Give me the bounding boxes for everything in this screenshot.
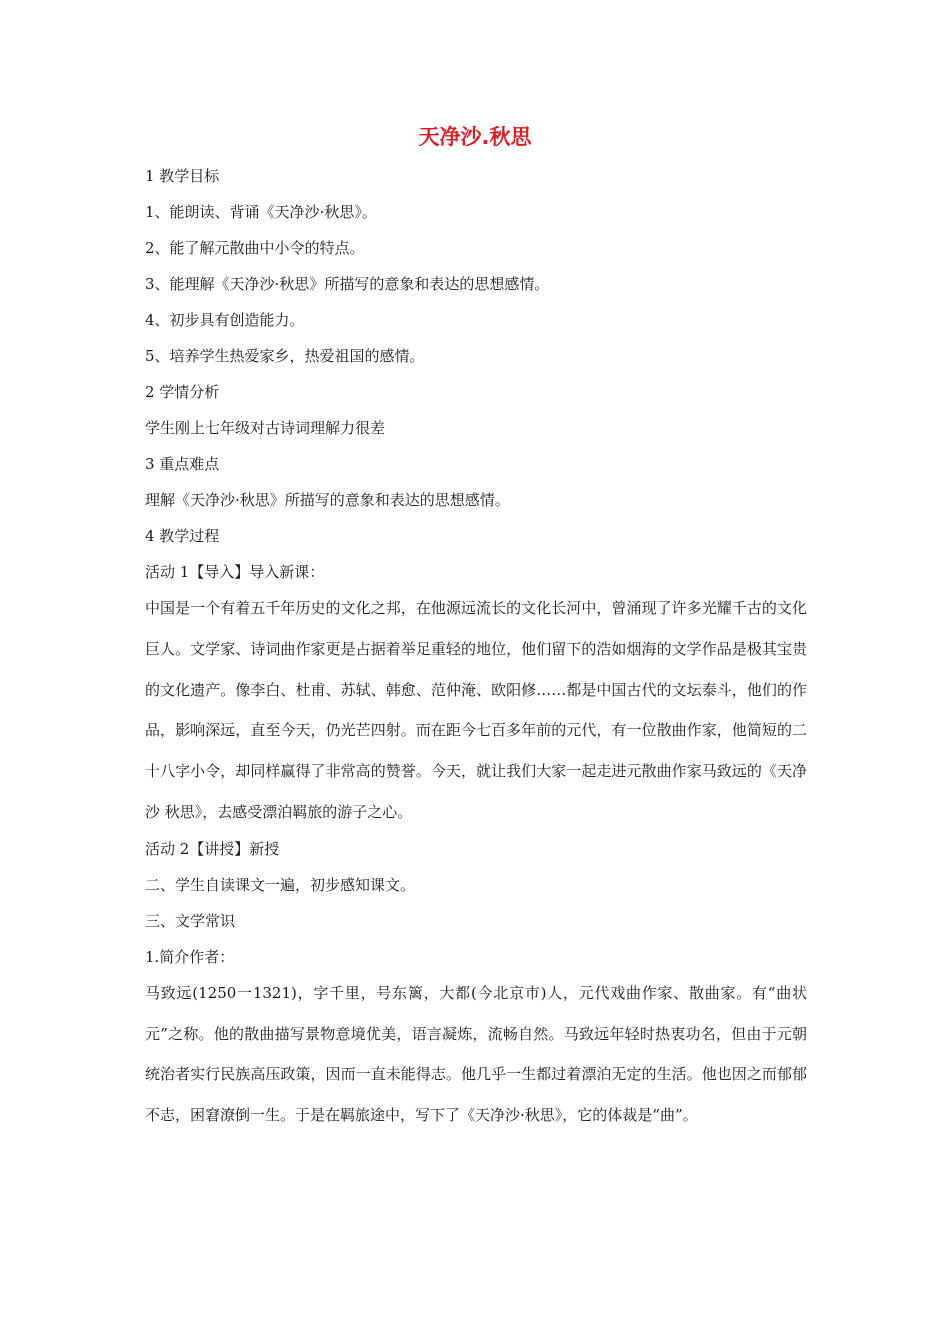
section-heading-goals: 1 教学目标 [145, 167, 220, 185]
intro-paragraph: 中国是一个有着五千年历史的文化之邦，在他源远流长的文化长河中，曾涌现了许多光耀千古的文化巨人。文学家、诗词曲作家更是占据着举足重轻的地位，他们留下的浩如烟海的文学作品是极其宝贵的文化遗产。像李白、杜甫、苏轼、韩愈、范仲淹、欧阳修……都是中国古代的文坛泰斗，他们的作品，影响深远，直至今天，仍光芒四射。而在距今七百多年前的元代，有一位散曲作家，他简短的二十八字小令，却同样赢得了非常高的赞誉。今天，就让我们大家一起走进元散曲作家马致远的《天净沙 秋思》，去感受漂泊羁旅的游子之心。 [145, 599, 807, 821]
author-paragraph: 马致远(1250一1321)，字千里，号东篱，大都(今北京市)人，元代戏曲作家、散曲家。有“曲状元”之称。他的散曲描写景物意境优美，语言凝炼，流畅自然。马致远年轻时热衷功名，但由于元朝统治者实行民族高压政策，因而一直未能得志。他几乎一生都过着漂泊无定的生活。他也因之而郁郁不志，困窘潦倒一生。于是在羁旅途中，写下了《天净沙·秋思》，它的体裁是“曲”。 [145, 983, 807, 1125]
activity-2-heading: 活动 2【讲授】新授 [145, 839, 280, 858]
goal-item-3: 3、能理解《天净沙·秋思》所描写的意象和表达的思想感情。 [145, 275, 550, 293]
step-2-text: 二、学生自读课文一遍，初步感知课文。 [145, 875, 416, 894]
section-heading-process: 4 教学过程 [145, 527, 220, 545]
goal-item-5: 5、培养学生热爱家乡，热爱祖国的感情。 [145, 347, 425, 365]
author-heading: 1.简介作者： [145, 947, 235, 966]
goal-item-2: 2、能了解元散曲中小令的特点。 [145, 239, 365, 257]
section-heading-key-points: 3 重点难点 [145, 455, 220, 473]
key-points-text: 理解《天净沙·秋思》所描写的意象和表达的思想感情。 [145, 491, 510, 509]
goal-item-1: 1、能朗读、背诵《天净沙·秋思》。 [145, 203, 377, 221]
section-heading-analysis: 2 学情分析 [145, 383, 220, 401]
activity-1-heading: 活动 1【导入】导入新课： [145, 563, 325, 581]
goal-item-4: 4、初步具有创造能力。 [145, 311, 305, 329]
document-body [145, 158, 807, 1136]
step-3-heading: 三、文学常识 [145, 911, 236, 930]
analysis-text: 学生刚上七年级对古诗词理解力很差 [145, 419, 386, 437]
document-title: 天净沙.秋思 [418, 125, 532, 149]
